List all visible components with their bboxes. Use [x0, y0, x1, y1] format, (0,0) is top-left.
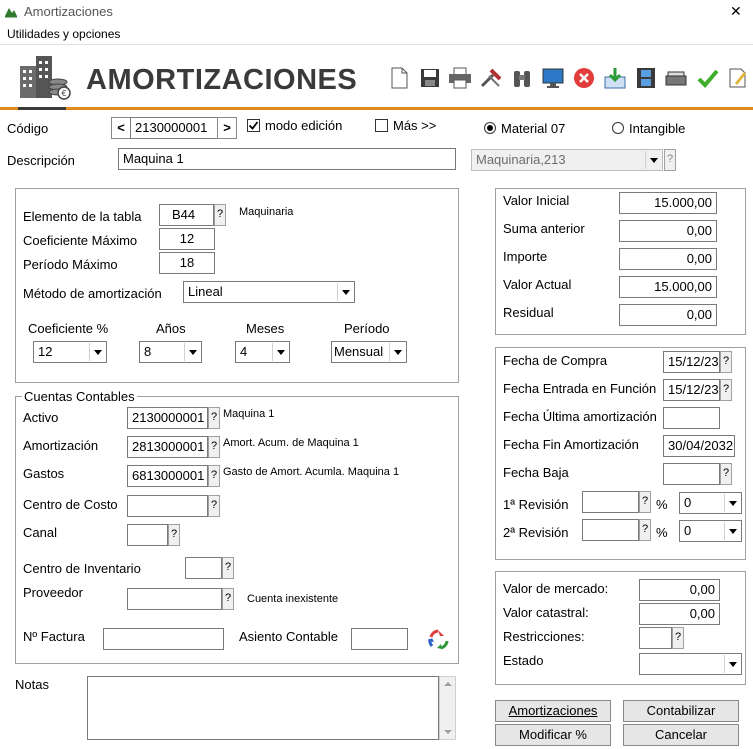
- menu-utilidades[interactable]: Utilidades y opciones: [7, 27, 121, 41]
- residual-input[interactable]: 0,00: [619, 304, 717, 326]
- periodo-value: Mensual: [334, 344, 384, 359]
- categoria-value: Maquinaria,213: [476, 152, 566, 167]
- estado-select[interactable]: [639, 653, 742, 675]
- material-label: Material 07: [501, 121, 566, 136]
- centro-inv-input[interactable]: [185, 557, 222, 579]
- descripcion-input[interactable]: Maquina 1: [118, 148, 456, 170]
- fecha-compra-label: Fecha de Compra: [503, 353, 608, 368]
- residual-label: Residual: [503, 305, 554, 320]
- factura-label: Nº Factura: [23, 629, 85, 644]
- asiento-input[interactable]: [351, 628, 408, 650]
- tools-icon[interactable]: [479, 66, 503, 90]
- save-icon[interactable]: [418, 66, 442, 90]
- modificar-button[interactable]: [495, 724, 611, 746]
- meses-value: 4: [240, 344, 248, 359]
- categoria-help-button[interactable]: ?: [664, 149, 676, 171]
- rev1-pct-select[interactable]: [679, 492, 742, 514]
- amort-help-button[interactable]: ?: [208, 436, 220, 458]
- amort-input[interactable]: 2813000001: [127, 436, 208, 458]
- amort-desc: Amort. Acum. de Maquina 1: [223, 437, 359, 449]
- restricciones-label: Restricciones:: [503, 629, 585, 644]
- centro-inv-help-button[interactable]: ?: [222, 557, 234, 579]
- fecha-baja-help-button[interactable]: ?: [720, 463, 732, 485]
- buildings-logo-icon: [16, 52, 72, 102]
- anios-label: Años: [156, 321, 186, 336]
- app-icon: [4, 4, 18, 18]
- amortizaciones-button-label: Amortizaciones: [508, 703, 598, 718]
- metodo-select[interactable]: [183, 281, 355, 303]
- activo-label: Activo: [23, 410, 59, 425]
- centro-costo-help-button[interactable]: ?: [208, 495, 220, 517]
- window-title: Amortizaciones: [24, 4, 113, 19]
- modo-edicion-label: modo edición: [265, 118, 343, 133]
- gastos-input[interactable]: 6813000001: [127, 465, 208, 487]
- proveedor-label: Proveedor: [23, 585, 83, 600]
- activo-desc: Maquina 1: [223, 408, 275, 420]
- coef-max-input: 12: [159, 228, 215, 250]
- codigo-label: Código: [7, 121, 49, 136]
- periodo-label: Período: [344, 321, 390, 336]
- periodo-max-label: Período Máximo: [23, 257, 118, 272]
- rev2-help-button[interactable]: ?: [639, 519, 651, 541]
- notas-scrollbar[interactable]: [439, 676, 456, 740]
- suma-anterior-input[interactable]: 0,00: [619, 220, 717, 242]
- binoculars-icon[interactable]: [510, 66, 534, 90]
- centro-costo-label: Centro de Costo: [23, 497, 118, 512]
- elemento-desc: Maquinaria: [239, 206, 294, 218]
- meses-select[interactable]: [235, 341, 290, 363]
- print-icon[interactable]: [448, 66, 472, 90]
- fecha-ultima-label: Fecha Última amortización: [503, 409, 657, 424]
- page-title: AMORTIZACIONES: [86, 64, 358, 96]
- proveedor-desc: Cuenta inexistente: [247, 593, 339, 605]
- close-icon[interactable]: ✕: [730, 3, 742, 19]
- importe-input[interactable]: 0,00: [619, 248, 717, 270]
- mas-label: Más >>: [393, 118, 437, 133]
- prev-record-button[interactable]: <: [111, 117, 131, 139]
- elemento-label: Elemento de la tabla: [23, 209, 142, 224]
- coef-pct-select[interactable]: [33, 341, 107, 363]
- edit-icon[interactable]: [726, 66, 750, 90]
- restricciones-help-button[interactable]: ?: [672, 627, 684, 649]
- material-radio[interactable]: [484, 122, 496, 134]
- restricciones-input[interactable]: [639, 627, 672, 649]
- title-bar: [0, 0, 753, 24]
- new-document-icon[interactable]: [387, 66, 411, 90]
- modo-edicion-checkbox[interactable]: [247, 119, 260, 132]
- intangible-label: Intangible: [629, 121, 686, 136]
- rev1-help-button[interactable]: ?: [639, 491, 651, 513]
- modificar-button-label: Modificar %: [519, 727, 587, 742]
- importe-label: Importe: [503, 249, 548, 264]
- proveedor-help-button[interactable]: ?: [222, 588, 234, 610]
- fecha-baja-label: Fecha Baja: [503, 465, 569, 480]
- valor-inicial-label: Valor Inicial: [503, 193, 570, 208]
- metodo-value: Lineal: [188, 284, 223, 299]
- next-record-button[interactable]: >: [217, 117, 237, 139]
- asiento-label: Asiento Contable: [239, 629, 339, 644]
- coef-pct-label: Coeficiente %: [28, 321, 109, 336]
- delete-icon[interactable]: [572, 66, 596, 90]
- categoria-select[interactable]: [471, 149, 663, 171]
- activo-help-button[interactable]: ?: [208, 407, 220, 429]
- fecha-baja-input[interactable]: [663, 463, 720, 485]
- mas-checkbox[interactable]: [375, 119, 388, 132]
- fecha-fin-input[interactable]: 30/04/2032: [663, 435, 735, 457]
- fecha-compra-help-button[interactable]: ?: [720, 351, 732, 373]
- valor-inicial-input[interactable]: 15.000,00: [619, 192, 717, 214]
- estado-label: Estado: [503, 653, 544, 668]
- valor-mercado-input[interactable]: 0,00: [639, 579, 720, 601]
- canal-help-button[interactable]: ?: [168, 524, 180, 546]
- rev1-date-input[interactable]: [582, 491, 639, 513]
- metodo-label: Método de amortización: [23, 286, 162, 301]
- fecha-fin-label: Fecha Fin Amortización: [503, 437, 639, 452]
- fecha-ultima-input[interactable]: [663, 407, 720, 429]
- cancelar-button-label: Cancelar: [654, 727, 708, 742]
- meses-label: Meses: [246, 321, 285, 336]
- centro-costo-input[interactable]: [127, 495, 208, 517]
- amortizaciones-button[interactable]: [495, 700, 611, 722]
- valor-catastral-input[interactable]: 0,00: [639, 603, 720, 625]
- notas-textarea[interactable]: [87, 676, 439, 740]
- rev2-pct-select[interactable]: [679, 520, 742, 542]
- download-icon[interactable]: [603, 66, 627, 90]
- fecha-entrada-label: Fecha Entrada en Función: [503, 381, 657, 396]
- cancelar-button[interactable]: [623, 724, 739, 746]
- amort-label: Amortización: [23, 438, 99, 453]
- gastos-label: Gastos: [23, 466, 65, 481]
- film-icon[interactable]: [634, 66, 658, 90]
- factura-input[interactable]: [103, 628, 224, 650]
- notas-label: Notas: [15, 677, 49, 692]
- coef-pct-value: 12: [38, 344, 53, 359]
- monitor-icon[interactable]: [541, 66, 565, 90]
- rev1-pct-value: 0: [684, 495, 692, 510]
- valor-actual-label: Valor Actual: [503, 277, 572, 292]
- anios-value: 8: [144, 344, 152, 359]
- valor-actual-input[interactable]: 15.000,00: [619, 276, 717, 298]
- chevron-down-icon: [337, 283, 353, 301]
- rev2-pct-glyph: %: [656, 525, 668, 540]
- rev2-pct-value: 0: [684, 523, 692, 538]
- centro-inv-label: Centro de Inventario: [23, 561, 141, 576]
- svg-text:€: €: [61, 89, 67, 98]
- rev1-label: 1ª Revisión: [503, 497, 569, 512]
- valor-catastral-label: Valor catastral:: [503, 605, 589, 620]
- contabilizar-button[interactable]: [623, 700, 739, 722]
- gastos-help-button[interactable]: ?: [208, 465, 220, 487]
- rev1-pct-glyph: %: [656, 497, 668, 512]
- fecha-compra-input[interactable]: 15/12/23: [663, 351, 720, 373]
- codigo-input[interactable]: 2130000001: [130, 117, 218, 139]
- contabilizar-button-label: Contabilizar: [646, 703, 716, 718]
- elemento-help-button[interactable]: ?: [214, 204, 226, 226]
- canal-label: Canal: [23, 525, 57, 540]
- rev2-date-input[interactable]: [582, 519, 639, 541]
- periodo-select[interactable]: [331, 341, 407, 363]
- canal-input[interactable]: [127, 524, 168, 546]
- cuentas-title: Cuentas Contables: [24, 389, 135, 404]
- valor-mercado-label: Valor de mercado:: [503, 581, 609, 596]
- elemento-input[interactable]: B44: [159, 204, 214, 226]
- periodo-max-input: 18: [159, 252, 215, 274]
- descripcion-label: Descripción: [7, 153, 75, 168]
- fecha-entrada-help-button[interactable]: ?: [720, 379, 732, 401]
- header-accent-line: [0, 107, 753, 110]
- coef-max-label: Coeficiente Máximo: [23, 233, 138, 248]
- check-icon[interactable]: [696, 66, 720, 90]
- fecha-entrada-input[interactable]: 15/12/23: [663, 379, 720, 401]
- anios-select[interactable]: [139, 341, 202, 363]
- proveedor-input[interactable]: [127, 588, 222, 610]
- activo-input[interactable]: 2130000001: [127, 407, 208, 429]
- gastos-desc: Gasto de Amort. Acumla. Maquina 1: [223, 466, 400, 478]
- menu-divider: [0, 44, 753, 45]
- recycle-icon[interactable]: [427, 628, 449, 650]
- suma-anterior-label: Suma anterior: [503, 221, 585, 236]
- header-accent-left: [18, 107, 66, 110]
- scanner-icon[interactable]: [664, 66, 688, 90]
- intangible-radio[interactable]: [612, 122, 624, 134]
- rev2-label: 2ª Revisión: [503, 525, 569, 540]
